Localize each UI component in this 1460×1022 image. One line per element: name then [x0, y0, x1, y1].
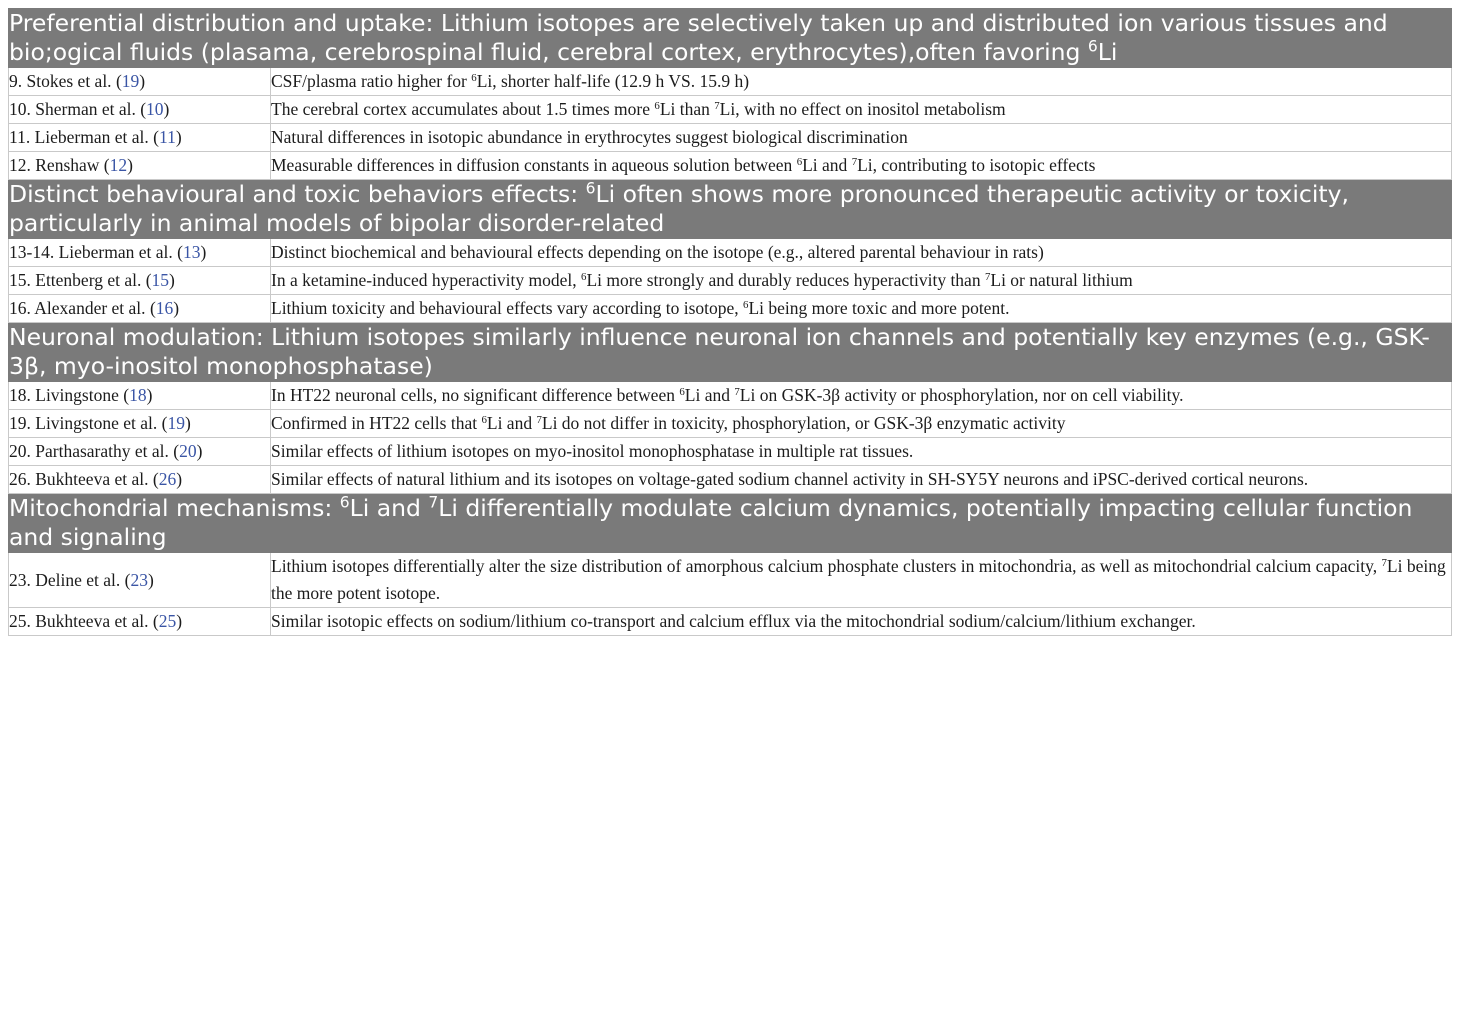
text-fragment: Li being the more potent isotope. — [271, 556, 1446, 603]
isotope-superscript: 7 — [1381, 557, 1387, 570]
text-fragment: Distinct behavioural and toxic behaviors effects: — [9, 180, 586, 208]
reference-link[interactable]: 16 — [155, 298, 174, 318]
text-fragment: Li being more toxic and more potent. — [748, 298, 1010, 318]
reference-link[interactable]: 13 — [182, 242, 201, 262]
isotope-superscript: 7 — [536, 414, 542, 427]
section-header-row — [9, 494, 1452, 553]
reference-link[interactable]: 10 — [146, 99, 164, 119]
reference-link[interactable]: 23 — [130, 569, 148, 590]
table-row — [9, 553, 1452, 608]
finding-cell — [271, 608, 1452, 636]
study-author: 12. Renshaw — [9, 155, 100, 175]
isotope-superscript: 6 — [585, 179, 596, 198]
text-fragment: Lithium isotopes differentially alter the size distribution of amorphous calcium phosphate clusters in mitochondria, as well as mitochondrial calcium capacity, — [271, 556, 1382, 576]
isotope-superscript: 7 — [714, 100, 720, 113]
study-cell: 9. Stokes et al. (19) — [9, 68, 271, 96]
table-row — [9, 295, 1452, 323]
text-fragment: Similar isotopic effects on sodium/lithium co-transport and calcium efflux via the mitochondrial sodium/calcium/lithium exchanger. — [271, 611, 1196, 631]
finding-cell — [271, 267, 1452, 295]
reference-link[interactable]: 18 — [129, 385, 147, 405]
study-cell: 25. Bukhteeva et al. (25) — [9, 608, 271, 636]
study-author: 11. Lieberman et al. — [9, 127, 149, 147]
section-header-row — [9, 323, 1452, 382]
isotope-superscript: 7 — [984, 271, 991, 284]
table-row — [9, 608, 1452, 636]
table-body — [9, 9, 1452, 636]
isotope-superscript: 6 — [1087, 37, 1098, 56]
table-row — [9, 96, 1452, 124]
table-row — [9, 239, 1452, 267]
finding-cell — [271, 96, 1452, 124]
study-cell: 18. Livingstone (18) — [9, 382, 271, 410]
finding-cell — [271, 410, 1452, 438]
isotope-superscript: 7 — [428, 493, 439, 512]
study-cell: 13-14. Lieberman et al. (13) — [9, 239, 271, 267]
study-author: 25. Bukhteeva et al. — [9, 611, 149, 631]
isotope-superscript: 6 — [581, 271, 587, 284]
text-fragment: Li on GSK-3β activity or phosphorylation, nor on cell viability. — [739, 385, 1184, 405]
study-cell: 12. Renshaw (12) — [9, 152, 271, 180]
text-fragment: Li and — [486, 413, 537, 433]
section-header-row — [9, 180, 1452, 239]
table-row — [9, 382, 1452, 410]
study-author: 15. Ettenberg et al. — [9, 270, 142, 290]
table-row — [9, 410, 1452, 438]
study-author: 18. Livingstone — [9, 385, 119, 405]
text-fragment: Similar effects of lithium isotopes on myo-inositol monophosphatase in multiple rat tissues. — [271, 441, 914, 461]
text-fragment: Li and — [684, 385, 735, 405]
study-author: 19. Livingstone et al. — [9, 413, 158, 433]
text-fragment: Natural differences in isotopic abundance in erythrocytes suggest biological discrimination — [271, 127, 908, 147]
section-header — [9, 323, 1452, 382]
text-fragment: In a ketamine-induced hyperactivity model, — [271, 270, 582, 290]
finding-cell — [271, 466, 1452, 494]
table-row — [9, 152, 1452, 180]
isotope-superscript: 6 — [796, 156, 803, 169]
study-cell: 26. Bukhteeva et al. (26) — [9, 466, 271, 494]
text-fragment: Distinct biochemical and behavioural effects depending on the isotope (e.g., altered parental behaviour in rats) — [271, 242, 1044, 262]
isotope-superscript: 6 — [679, 386, 685, 399]
isotope-superscript: 6 — [654, 100, 660, 113]
text-fragment: Li more strongly and durably reduces hyperactivity than — [586, 270, 985, 290]
reference-link[interactable]: 12 — [109, 155, 128, 175]
text-fragment: Li, shorter half-life (12.9 h VS. 15.9 h) — [476, 71, 750, 91]
isotope-superscript: 6 — [471, 72, 477, 85]
finding-cell — [271, 382, 1452, 410]
finding-cell — [271, 68, 1452, 96]
finding-cell — [271, 239, 1452, 267]
text-fragment: Similar effects of natural lithium and its isotopes on voltage-gated sodium channel activity in SH-SY5Y neurons and iPSC-derived cortical neurons. — [271, 469, 1309, 489]
finding-cell — [271, 295, 1452, 323]
section-header-row — [9, 9, 1452, 68]
isotope-superscript: 6 — [743, 299, 749, 312]
reference-link[interactable]: 15 — [151, 270, 170, 290]
table-row — [9, 267, 1452, 295]
text-fragment: The cerebral cortex accumulates about 1.5 times more — [271, 99, 655, 119]
study-cell: 19. Livingstone et al. (19) — [9, 410, 271, 438]
study-cell: 15. Ettenberg et al. (15) — [9, 267, 271, 295]
section-header — [9, 180, 1452, 239]
finding-cell — [271, 124, 1452, 152]
study-cell: 10. Sherman et al. (10) — [9, 96, 271, 124]
section-header — [9, 494, 1452, 553]
reference-link[interactable]: 19 — [121, 71, 140, 91]
text-fragment: Li and — [349, 494, 429, 522]
table-row — [9, 124, 1452, 152]
finding-cell — [271, 553, 1452, 608]
isotope-superscript: 6 — [339, 493, 350, 512]
table-row — [9, 466, 1452, 494]
text-fragment: Li, contributing to isotopic effects — [857, 155, 1096, 175]
study-cell: 11. Lieberman et al. (11) — [9, 124, 271, 152]
text-fragment: Li — [1097, 38, 1118, 66]
study-cell: 23. Deline et al. (23) — [9, 553, 271, 608]
isotope-superscript: 6 — [481, 414, 487, 427]
study-author: 10. Sherman et al. — [9, 99, 136, 119]
study-author: 23. Deline et al. — [9, 569, 121, 590]
table-row — [9, 68, 1452, 96]
isotope-superscript: 7 — [851, 156, 858, 169]
text-fragment: Neuronal modulation: Lithium isotopes similarly influence neuronal ion channels and potentially key enzymes (e.g., GSK-3β, myo-inositol monophosphatase) — [9, 323, 1430, 380]
text-fragment: In HT22 neuronal cells, no significant difference between — [271, 385, 680, 405]
text-fragment: Li do not differ in toxicity, phosphorylation, or GSK-3β enzymatic activity — [541, 413, 1066, 433]
finding-cell — [271, 438, 1452, 466]
study-author: 20. Parthasarathy et al. — [9, 441, 169, 461]
text-fragment: Mitochondrial mechanisms: — [9, 494, 340, 522]
study-author: 26. Bukhteeva et al. — [9, 469, 149, 489]
text-fragment: Measurable differences in diffusion constants in aqueous solution between — [271, 155, 797, 175]
section-header — [9, 9, 1452, 68]
isotope-studies-table — [8, 8, 1452, 636]
reference-link[interactable]: 26 — [158, 469, 177, 489]
text-fragment: Li often shows more pronounced therapeutic activity or toxicity, particularly in animal models of bipolar disorder-related — [9, 180, 1349, 237]
study-author: 16. Alexander et al. — [9, 298, 146, 318]
text-fragment: Preferential distribution and uptake: Lithium isotopes are selectively taken up and distributed ion various tissues and bio;ogical fluids (plasama, cerebrospinal fluid, cerebral cortex, erythrocytes),often favoring — [9, 9, 1388, 66]
finding-cell — [271, 152, 1452, 180]
text-fragment: Li than — [659, 99, 715, 119]
text-fragment: Li and — [802, 155, 852, 175]
text-fragment: Li differentially modulate calcium dynamics, potentially impacting cellular function and signaling — [9, 494, 1413, 551]
table-row — [9, 438, 1452, 466]
text-fragment: Confirmed in HT22 cells that — [271, 413, 482, 433]
text-fragment: Li or natural lithium — [990, 270, 1133, 290]
text-fragment: Li, with no effect on inositol metabolism — [719, 99, 1006, 119]
isotope-superscript: 7 — [734, 386, 740, 399]
study-author: 9. Stokes et al. — [9, 71, 112, 91]
study-author: 13-14. Lieberman et al. — [9, 242, 173, 262]
reference-link[interactable]: 11 — [158, 127, 176, 147]
reference-link[interactable]: 19 — [167, 413, 185, 433]
text-fragment: Lithium toxicity and behavioural effects vary according to isotope, — [271, 298, 744, 318]
text-fragment: CSF/plasma ratio higher for — [271, 71, 472, 91]
reference-link[interactable]: 25 — [158, 611, 177, 631]
study-cell: 20. Parthasarathy et al. (20) — [9, 438, 271, 466]
study-cell: 16. Alexander et al. (16) — [9, 295, 271, 323]
reference-link[interactable]: 20 — [179, 441, 197, 461]
